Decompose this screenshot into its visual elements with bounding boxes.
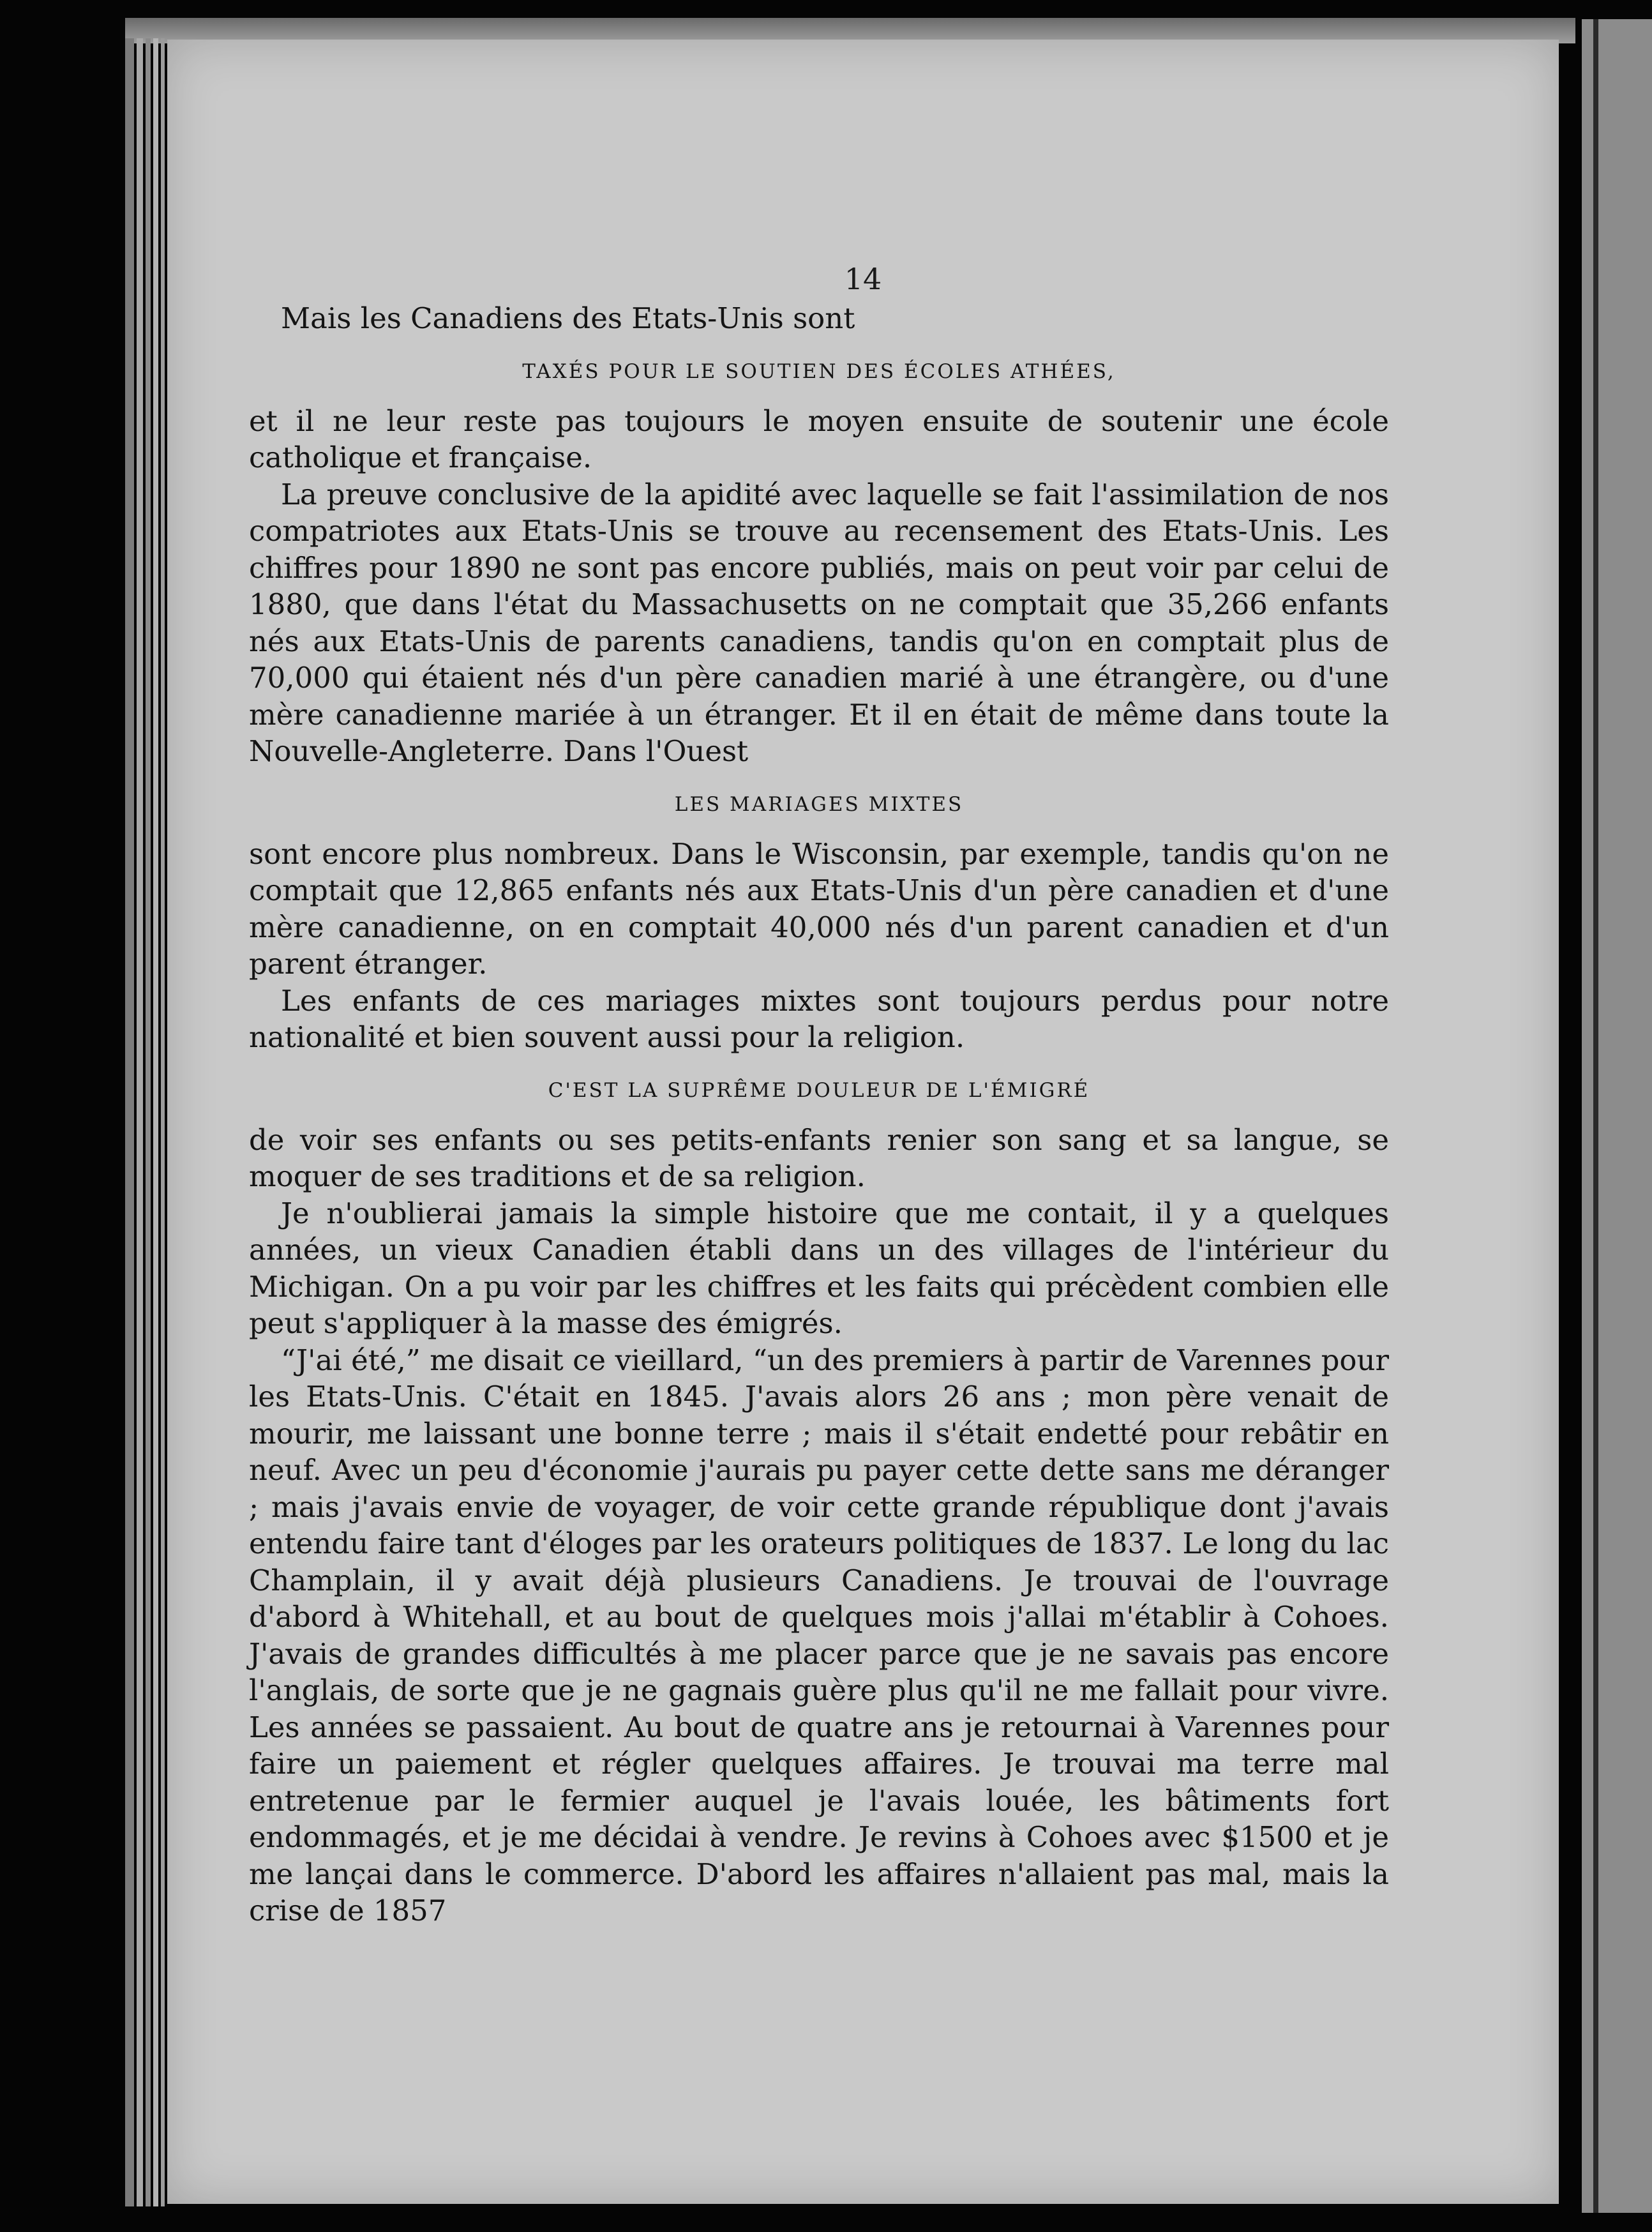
section-heading: LES MARIAGES MIXTES [674,792,964,816]
paragraph: Les enfants de ces mariages mixtes sont toujours perdus pour notre nationalité et bien souvent aussi pour la religion. [249,983,1389,1054]
paragraph: Je n'oublierai jamais la simple histoire que me contait, il y a quelques années, un vieux Canadien établi dans un des villages de l'intérieur du Michigan. On a pu voir par les chiffres et les faits qui précèdent combien elle peut s'appliquer à la masse des émigrés. [249,1196,1389,1340]
paragraph: et il ne leur reste pas toujours le moyen ensuite de soutenir une école catholique et française. [249,403,1389,474]
paragraph: de voir ses enfants ou ses petits-enfants renier son sang et sa langue, se moquer de ses traditions et de sa religion. [249,1122,1389,1193]
paragraph: “J'ai été,” me disait ce vieillard, “un des premiers à partir de Varennes pour les Etats-Unis. C'était en 1845. J'avais alors 26 ans ; mon père venait de mourir, me laissant une bonne terre ; mais il s'était endetté pour rebâtir en neuf. Avec un peu d'économie j'aurais pu payer cette dette sans me déranger ; mais j'avais envie de voyager, de voir cette grande république dont j'avais entendu faire tant d'éloges par les orateurs politiques de 1837. Le long du lac Champlain, il y avait déjà plusieurs Canadiens. Je trouvai de l'ouvrage d'abord à Whitehall, et au bout de quelques mois j'allai m'établir à Cohoes. J'avais de grandes difficultés à me placer parce que je ne savais pas encore l'anglais, de sorte que je ne gagnais guère plus qu'il ne me fallait pour vivre. Les années se passaient. Au bout de quatre ans je retournai à Varennes pour faire un paiement et régler quelques affaires. Je trouvai ma terre mal entretenue par le fermier auquel je l'avais louée, les bâtiments fort endommagés, et je me décidai à vendre. Je revins à Cohoes avec $1500 et je me lançai dans le commerce. D'abord les affaires n'allaient pas mal, mais la crise de 1857 [249,1343,1389,1927]
facing-page-edge [1582,19,1652,2213]
page-edge [153,38,158,2206]
page-edge [161,38,165,2206]
section-heading: C'EST LA SUPRÊME DOULEUR DE L'ÉMIGRÉ [548,1078,1090,1102]
paragraph: sont encore plus nombreux. Dans le Wisconsin, par exemple, tandis qu'on ne comptait que 12,865 enfants nés aux Etats-Unis d'un père canadien et d'une mère canadienne, on en comptait 40,000 nés d'un parent canadien et d'un parent étranger. [249,836,1389,981]
page-edge [146,38,151,2206]
page-number: 14 [844,262,882,296]
page-edge [137,38,143,2206]
paragraph: La preuve conclusive de la apidité avec laquelle se fait l'assimilation de nos compatriotes aux Etats-Unis se trouve au recensement des Etats-Unis. Les chiffres pour 1890 ne sont pas encore publiés, mais on peut voir par celui de 1880, que dans l'état du Massachusetts on ne comptait que 35,266 enfants nés aux Etats-Unis de parents canadiens, tandis qu'on en comptait plus de 70,000 qui étaient nés d'un père canadien marié à une étrangère, ou d'une mère canadienne mariée à un étranger. Et il en était de même dans toute la Nouvelle-Angleterre. Dans l'Ouest [249,477,1389,768]
page-body [249,300,1389,1929]
section-heading: TAXÉS POUR LE SOUTIEN DES ÉCOLES ATHÉES, [522,359,1116,383]
page-edge [125,38,134,2206]
paragraph: Mais les Canadiens des Etats-Unis sont [281,301,855,335]
